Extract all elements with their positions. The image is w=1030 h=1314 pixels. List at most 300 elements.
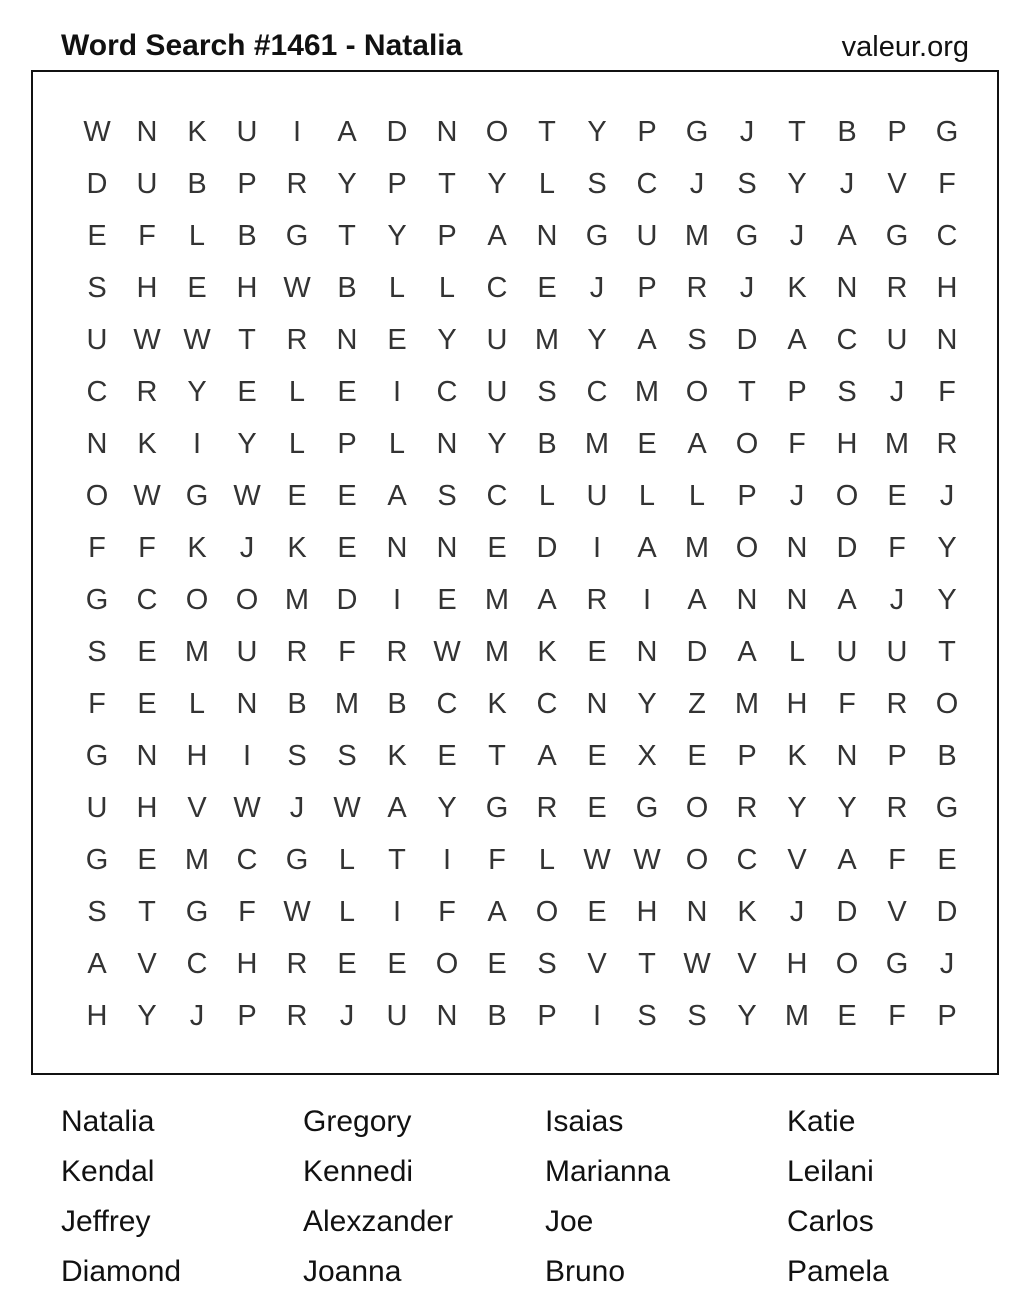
grid-letter[interactable]: B [387, 688, 407, 720]
grid-letter[interactable]: C [586, 376, 608, 408]
grid-letter[interactable]: S [537, 376, 557, 408]
grid-letter[interactable]: S [87, 636, 107, 668]
grid-letter[interactable]: I [292, 116, 302, 148]
grid-letter[interactable]: K [537, 636, 557, 668]
grid-letter[interactable]: D [336, 584, 358, 616]
grid-letter[interactable]: N [436, 1000, 458, 1032]
grid-letter[interactable]: R [536, 792, 558, 824]
grid-letter[interactable]: L [538, 168, 556, 200]
grid-letter[interactable]: M [534, 324, 560, 356]
grid-letter[interactable]: Y [787, 792, 807, 824]
grid-letter[interactable]: S [837, 376, 857, 408]
grid-letter[interactable]: Y [187, 376, 207, 408]
grid-letter[interactable]: B [487, 1000, 507, 1032]
grid-letter[interactable]: B [187, 168, 207, 200]
grid-letter[interactable]: F [788, 428, 806, 460]
grid-letter[interactable]: R [736, 792, 758, 824]
grid-letter[interactable]: F [338, 636, 356, 668]
grid-letter[interactable]: J [839, 168, 855, 200]
grid-letter[interactable]: T [938, 636, 956, 668]
grid-letter[interactable]: S [637, 1000, 657, 1032]
grid-letter[interactable]: H [236, 948, 258, 980]
grid-letter[interactable]: E [487, 948, 507, 980]
grid-letter[interactable]: P [637, 116, 657, 148]
grid-letter[interactable]: U [236, 116, 258, 148]
grid-letter[interactable]: Y [637, 688, 657, 720]
grid-letter[interactable]: A [387, 792, 407, 824]
grid-letter[interactable]: H [836, 428, 858, 460]
grid-letter[interactable]: C [836, 324, 858, 356]
grid-letter[interactable]: L [188, 220, 206, 252]
grid-letter[interactable]: Y [587, 324, 607, 356]
grid-letter[interactable]: C [236, 844, 258, 876]
grid-letter[interactable]: S [87, 272, 107, 304]
grid-letter[interactable]: O [485, 116, 509, 148]
grid-letter[interactable]: A [387, 480, 407, 512]
grid-letter[interactable]: M [484, 584, 510, 616]
grid-letter[interactable]: N [736, 584, 758, 616]
grid-letter[interactable]: N [436, 116, 458, 148]
grid-letter[interactable]: V [187, 792, 207, 824]
grid-letter[interactable]: P [637, 272, 657, 304]
grid-letter[interactable]: J [789, 480, 805, 512]
grid-letter[interactable]: R [936, 428, 958, 460]
grid-letter[interactable]: G [285, 844, 309, 876]
grid-letter[interactable]: B [287, 688, 307, 720]
grid-letter[interactable]: A [687, 584, 707, 616]
grid-letter[interactable]: D [86, 168, 108, 200]
grid-letter[interactable]: L [538, 480, 556, 512]
grid-letter[interactable]: G [185, 480, 209, 512]
grid-letter[interactable]: Y [787, 168, 807, 200]
grid-letter[interactable]: S [437, 480, 457, 512]
grid-letter[interactable]: K [787, 740, 807, 772]
grid-letter[interactable]: J [789, 896, 805, 928]
grid-letter[interactable]: R [386, 636, 408, 668]
grid-letter[interactable]: R [136, 376, 158, 408]
grid-letter[interactable]: L [288, 376, 306, 408]
grid-letter[interactable]: P [437, 220, 457, 252]
grid-letter[interactable]: E [537, 272, 557, 304]
grid-letter[interactable]: Y [237, 428, 257, 460]
grid-letter[interactable]: P [337, 428, 357, 460]
grid-letter[interactable]: N [136, 116, 158, 148]
grid-letter[interactable]: V [587, 948, 607, 980]
grid-letter[interactable]: Y [937, 532, 957, 564]
grid-letter[interactable]: B [937, 740, 957, 772]
grid-letter[interactable]: I [392, 584, 402, 616]
grid-letter[interactable]: E [137, 688, 157, 720]
grid-letter[interactable]: Y [737, 1000, 757, 1032]
grid-letter[interactable]: E [837, 1000, 857, 1032]
grid-letter[interactable]: G [935, 116, 959, 148]
grid-letter[interactable]: K [737, 896, 757, 928]
grid-letter[interactable]: W [633, 844, 661, 876]
grid-letter[interactable]: I [192, 428, 202, 460]
grid-letter[interactable]: U [386, 1000, 408, 1032]
grid-letter[interactable]: I [392, 376, 402, 408]
grid-letter[interactable]: C [136, 584, 158, 616]
grid-letter[interactable]: R [286, 324, 308, 356]
grid-letter[interactable]: E [237, 376, 257, 408]
grid-letter[interactable]: T [538, 116, 556, 148]
grid-letter[interactable]: L [638, 480, 656, 512]
grid-letter[interactable]: B [337, 272, 357, 304]
grid-letter[interactable]: O [835, 480, 859, 512]
grid-letter[interactable]: G [735, 220, 759, 252]
grid-letter[interactable]: M [684, 532, 710, 564]
grid-letter[interactable]: R [286, 168, 308, 200]
grid-letter[interactable]: G [885, 220, 909, 252]
grid-letter[interactable]: S [587, 168, 607, 200]
grid-letter[interactable]: I [242, 740, 252, 772]
grid-letter[interactable]: W [233, 480, 261, 512]
grid-letter[interactable]: J [189, 1000, 205, 1032]
grid-letter[interactable]: A [87, 948, 107, 980]
grid-letter[interactable]: R [886, 792, 908, 824]
grid-letter[interactable]: T [438, 168, 456, 200]
grid-letter[interactable]: Y [437, 792, 457, 824]
grid-letter[interactable]: E [387, 948, 407, 980]
grid-letter[interactable]: E [587, 792, 607, 824]
grid-letter[interactable]: O [735, 428, 759, 460]
grid-letter[interactable]: P [737, 740, 757, 772]
grid-letter[interactable]: J [889, 376, 905, 408]
grid-letter[interactable]: K [787, 272, 807, 304]
grid-letter[interactable]: G [485, 792, 509, 824]
grid-letter[interactable]: N [136, 740, 158, 772]
grid-letter[interactable]: A [337, 116, 357, 148]
grid-letter[interactable]: W [233, 792, 261, 824]
grid-letter[interactable]: S [687, 1000, 707, 1032]
grid-letter[interactable]: S [287, 740, 307, 772]
grid-letter[interactable]: H [636, 896, 658, 928]
grid-letter[interactable]: C [536, 688, 558, 720]
grid-letter[interactable]: F [488, 844, 506, 876]
grid-letter[interactable]: F [838, 688, 856, 720]
grid-letter[interactable]: T [788, 116, 806, 148]
grid-letter[interactable]: J [689, 168, 705, 200]
grid-letter[interactable]: F [888, 844, 906, 876]
grid-letter[interactable]: R [286, 1000, 308, 1032]
grid-letter[interactable]: K [137, 428, 157, 460]
grid-letter[interactable]: E [387, 324, 407, 356]
grid-letter[interactable]: O [735, 532, 759, 564]
grid-letter[interactable]: E [437, 584, 457, 616]
grid-letter[interactable]: W [283, 896, 311, 928]
grid-letter[interactable]: E [887, 480, 907, 512]
grid-letter[interactable]: D [836, 896, 858, 928]
grid-letter[interactable]: L [338, 896, 356, 928]
grid-letter[interactable]: J [789, 220, 805, 252]
grid-letter[interactable]: W [683, 948, 711, 980]
grid-letter[interactable]: D [686, 636, 708, 668]
grid-letter[interactable]: A [837, 584, 857, 616]
grid-letter[interactable]: A [537, 740, 557, 772]
grid-letter[interactable]: M [484, 636, 510, 668]
grid-letter[interactable]: H [86, 1000, 108, 1032]
grid-letter[interactable]: G [685, 116, 709, 148]
grid-letter[interactable]: S [87, 896, 107, 928]
grid-letter[interactable]: M [784, 1000, 810, 1032]
grid-letter[interactable]: L [438, 272, 456, 304]
grid-letter[interactable]: I [392, 896, 402, 928]
grid-letter[interactable]: H [186, 740, 208, 772]
grid-letter[interactable]: W [333, 792, 361, 824]
grid-letter[interactable]: Y [487, 168, 507, 200]
grid-letter[interactable]: F [88, 688, 106, 720]
grid-letter[interactable]: R [886, 688, 908, 720]
grid-letter[interactable]: T [338, 220, 356, 252]
grid-letter[interactable]: W [583, 844, 611, 876]
grid-letter[interactable]: L [388, 428, 406, 460]
grid-letter[interactable]: B [537, 428, 557, 460]
grid-letter[interactable]: E [337, 948, 357, 980]
grid-letter[interactable]: J [939, 480, 955, 512]
grid-letter[interactable]: C [486, 480, 508, 512]
grid-letter[interactable]: H [936, 272, 958, 304]
grid-letter[interactable]: E [337, 480, 357, 512]
grid-letter[interactable]: B [237, 220, 257, 252]
grid-letter[interactable]: N [936, 324, 958, 356]
grid-letter[interactable]: D [836, 532, 858, 564]
grid-letter[interactable]: O [685, 376, 709, 408]
grid-letter[interactable]: M [684, 220, 710, 252]
grid-letter[interactable]: E [587, 740, 607, 772]
grid-letter[interactable]: G [935, 792, 959, 824]
grid-letter[interactable]: J [739, 116, 755, 148]
grid-letter[interactable]: M [884, 428, 910, 460]
grid-letter[interactable]: S [687, 324, 707, 356]
grid-letter[interactable]: Y [137, 1000, 157, 1032]
grid-letter[interactable]: S [537, 948, 557, 980]
grid-letter[interactable]: P [387, 168, 407, 200]
grid-letter[interactable]: N [86, 428, 108, 460]
grid-letter[interactable]: A [787, 324, 807, 356]
grid-letter[interactable]: R [286, 948, 308, 980]
grid-letter[interactable]: G [185, 896, 209, 928]
grid-letter[interactable]: U [486, 324, 508, 356]
grid-letter[interactable]: Y [437, 324, 457, 356]
grid-letter[interactable]: A [837, 220, 857, 252]
grid-letter[interactable]: P [737, 480, 757, 512]
grid-letter[interactable]: E [687, 740, 707, 772]
grid-letter[interactable]: L [188, 688, 206, 720]
grid-letter[interactable]: M [184, 636, 210, 668]
grid-letter[interactable]: E [137, 844, 157, 876]
grid-letter[interactable]: A [487, 896, 507, 928]
grid-letter[interactable]: N [586, 688, 608, 720]
grid-letter[interactable]: P [237, 168, 257, 200]
grid-letter[interactable]: F [88, 532, 106, 564]
grid-letter[interactable]: D [936, 896, 958, 928]
grid-letter[interactable]: F [238, 896, 256, 928]
grid-letter[interactable]: Y [937, 584, 957, 616]
grid-letter[interactable]: K [187, 532, 207, 564]
grid-letter[interactable]: W [133, 324, 161, 356]
grid-letter[interactable]: R [586, 584, 608, 616]
grid-letter[interactable]: G [585, 220, 609, 252]
grid-letter[interactable]: O [685, 844, 709, 876]
grid-letter[interactable]: E [637, 428, 657, 460]
grid-letter[interactable]: L [338, 844, 356, 876]
grid-letter[interactable]: N [436, 532, 458, 564]
grid-letter[interactable]: J [289, 792, 305, 824]
grid-letter[interactable]: N [636, 636, 658, 668]
grid-letter[interactable]: O [435, 948, 459, 980]
grid-letter[interactable]: U [836, 636, 858, 668]
grid-letter[interactable]: Y [387, 220, 407, 252]
grid-letter[interactable]: N [536, 220, 558, 252]
grid-letter[interactable]: U [236, 636, 258, 668]
grid-letter[interactable]: K [287, 532, 307, 564]
grid-letter[interactable]: J [939, 948, 955, 980]
grid-letter[interactable]: N [836, 740, 858, 772]
grid-letter[interactable]: E [187, 272, 207, 304]
grid-letter[interactable]: L [288, 428, 306, 460]
grid-letter[interactable]: C [436, 376, 458, 408]
grid-letter[interactable]: F [888, 1000, 906, 1032]
grid-letter[interactable]: A [487, 220, 507, 252]
grid-letter[interactable]: E [287, 480, 307, 512]
grid-letter[interactable]: G [285, 220, 309, 252]
grid-letter[interactable]: N [436, 428, 458, 460]
grid-letter[interactable]: R [686, 272, 708, 304]
grid-letter[interactable]: H [136, 792, 158, 824]
grid-letter[interactable]: J [589, 272, 605, 304]
grid-letter[interactable]: Y [837, 792, 857, 824]
grid-letter[interactable]: E [487, 532, 507, 564]
grid-letter[interactable]: T [738, 376, 756, 408]
grid-letter[interactable]: E [87, 220, 107, 252]
grid-letter[interactable]: O [85, 480, 109, 512]
grid-letter[interactable]: C [186, 948, 208, 980]
grid-letter[interactable]: G [635, 792, 659, 824]
grid-letter[interactable]: U [636, 220, 658, 252]
grid-letter[interactable]: E [937, 844, 957, 876]
grid-letter[interactable]: S [737, 168, 757, 200]
grid-letter[interactable]: H [786, 948, 808, 980]
grid-letter[interactable]: V [887, 168, 907, 200]
grid-letter[interactable]: I [442, 844, 452, 876]
grid-letter[interactable]: M [734, 688, 760, 720]
grid-letter[interactable]: O [935, 688, 959, 720]
grid-letter[interactable]: U [586, 480, 608, 512]
grid-letter[interactable]: Y [587, 116, 607, 148]
grid-letter[interactable]: A [737, 636, 757, 668]
grid-letter[interactable]: A [637, 324, 657, 356]
grid-letter[interactable]: X [637, 740, 657, 772]
grid-letter[interactable]: T [638, 948, 656, 980]
grid-letter[interactable]: J [339, 1000, 355, 1032]
grid-letter[interactable]: P [887, 116, 907, 148]
grid-letter[interactable]: F [938, 168, 956, 200]
grid-letter[interactable]: C [436, 688, 458, 720]
grid-letter[interactable]: H [136, 272, 158, 304]
grid-letter[interactable]: F [138, 532, 156, 564]
grid-letter[interactable]: U [86, 324, 108, 356]
grid-letter[interactable]: A [687, 428, 707, 460]
grid-letter[interactable]: R [886, 272, 908, 304]
grid-letter[interactable]: Y [337, 168, 357, 200]
grid-letter[interactable]: N [336, 324, 358, 356]
grid-letter[interactable]: M [334, 688, 360, 720]
grid-letter[interactable]: E [137, 636, 157, 668]
grid-letter[interactable]: V [887, 896, 907, 928]
grid-letter[interactable]: W [133, 480, 161, 512]
grid-letter[interactable]: W [183, 324, 211, 356]
grid-letter[interactable]: R [286, 636, 308, 668]
grid-letter[interactable]: N [236, 688, 258, 720]
grid-letter[interactable]: J [889, 584, 905, 616]
grid-letter[interactable]: T [238, 324, 256, 356]
grid-letter[interactable]: E [587, 636, 607, 668]
grid-letter[interactable]: B [837, 116, 857, 148]
grid-letter[interactable]: T [138, 896, 156, 928]
grid-letter[interactable]: C [636, 168, 658, 200]
grid-letter[interactable]: M [184, 844, 210, 876]
grid-letter[interactable]: I [592, 1000, 602, 1032]
grid-letter[interactable]: A [837, 844, 857, 876]
grid-letter[interactable]: W [433, 636, 461, 668]
grid-letter[interactable]: E [587, 896, 607, 928]
grid-letter[interactable]: C [936, 220, 958, 252]
grid-letter[interactable]: O [685, 792, 709, 824]
grid-letter[interactable]: P [937, 1000, 957, 1032]
grid-letter[interactable]: L [688, 480, 706, 512]
grid-letter[interactable]: G [85, 584, 109, 616]
grid-letter[interactable]: E [337, 532, 357, 564]
grid-letter[interactable]: P [237, 1000, 257, 1032]
grid-letter[interactable]: T [488, 740, 506, 772]
grid-letter[interactable]: F [138, 220, 156, 252]
grid-letter[interactable]: L [388, 272, 406, 304]
grid-letter[interactable]: W [83, 116, 111, 148]
grid-letter[interactable]: A [537, 584, 557, 616]
grid-letter[interactable]: N [386, 532, 408, 564]
grid-letter[interactable]: E [337, 376, 357, 408]
grid-letter[interactable]: A [637, 532, 657, 564]
grid-letter[interactable]: M [584, 428, 610, 460]
grid-letter[interactable]: C [86, 376, 108, 408]
grid-letter[interactable]: K [487, 688, 507, 720]
grid-letter[interactable]: T [388, 844, 406, 876]
grid-letter[interactable]: K [387, 740, 407, 772]
grid-letter[interactable]: F [888, 532, 906, 564]
grid-letter[interactable]: U [86, 792, 108, 824]
grid-letter[interactable]: N [836, 272, 858, 304]
grid-letter[interactable]: N [786, 584, 808, 616]
grid-letter[interactable]: O [535, 896, 559, 928]
grid-letter[interactable]: L [538, 844, 556, 876]
grid-letter[interactable]: C [486, 272, 508, 304]
grid-letter[interactable]: V [737, 948, 757, 980]
grid-letter[interactable]: C [736, 844, 758, 876]
grid-letter[interactable]: W [283, 272, 311, 304]
grid-letter[interactable]: N [686, 896, 708, 928]
grid-letter[interactable]: V [787, 844, 807, 876]
grid-letter[interactable]: N [786, 532, 808, 564]
grid-letter[interactable]: Z [688, 688, 706, 720]
grid-letter[interactable]: P [537, 1000, 557, 1032]
grid-letter[interactable]: I [592, 532, 602, 564]
grid-letter[interactable]: M [634, 376, 660, 408]
grid-letter[interactable]: U [886, 324, 908, 356]
grid-letter[interactable]: Y [487, 428, 507, 460]
grid-letter[interactable]: H [786, 688, 808, 720]
grid-letter[interactable]: O [835, 948, 859, 980]
grid-letter[interactable]: U [886, 636, 908, 668]
